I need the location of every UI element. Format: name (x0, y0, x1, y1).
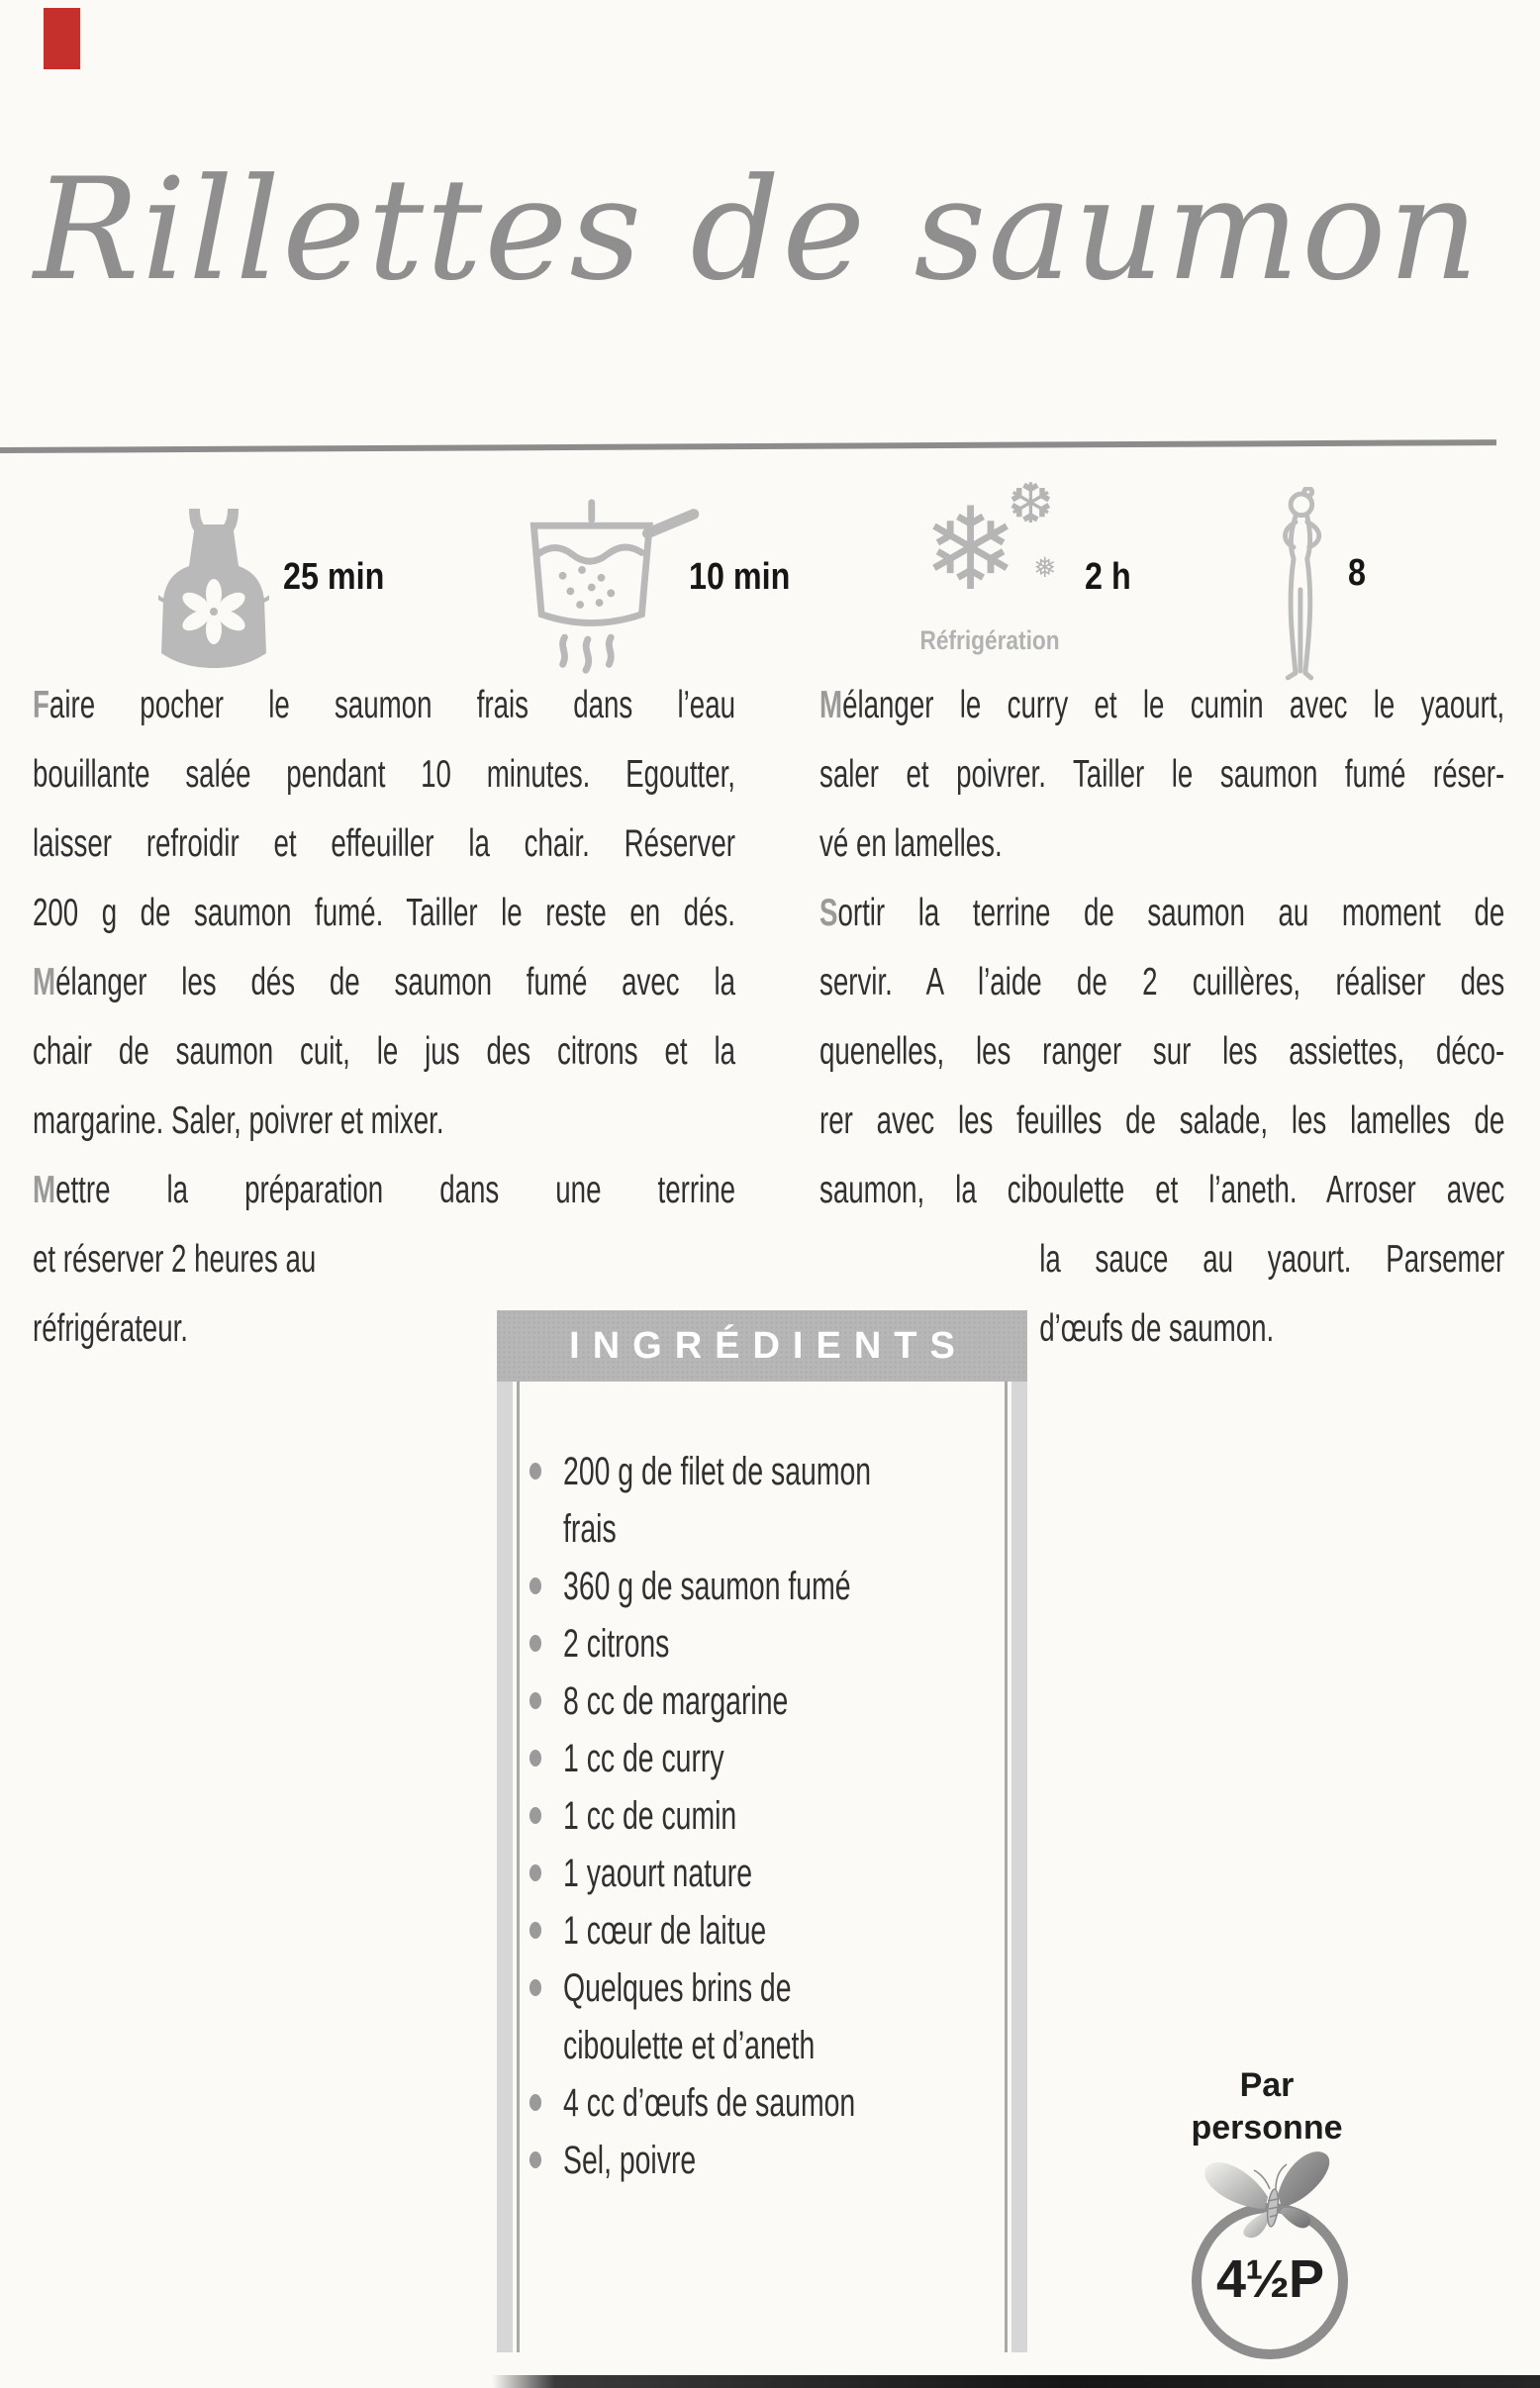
instruction-line: vé en lamelles. (819, 822, 1003, 865)
ingredient-item: 200 g de filet de saumon (520, 1443, 1005, 1500)
instruction-line: laisser refroidir et effeuiller la chair. Réserver (33, 822, 735, 865)
ingredient-item: 2 citrons (520, 1615, 1005, 1672)
ingredient-item: 8 cc de margarine (520, 1672, 1005, 1730)
title-divider (0, 439, 1496, 453)
page-bottom-shadow (492, 2375, 1540, 2388)
instruction-line: bouillante salée pendant 10 minutes. Egoutter, (33, 753, 735, 796)
prep-time-label: 25 min (283, 556, 385, 598)
cook-time-label: 10 min (689, 556, 791, 598)
per-person-label: Par personne (1191, 2066, 1343, 2147)
servings-label: 8 (1348, 552, 1366, 594)
instruction-line: la sauce au yaourt. Parsemer (1039, 1238, 1505, 1281)
saucepan-icon (503, 495, 701, 683)
ingredient-item: Quelques brins de (520, 1959, 1005, 2017)
instruction-line: d’œufs de saumon. (1039, 1307, 1275, 1350)
instruction-line: Mélanger le curry et le cumin avec le yaourt, (819, 684, 1505, 726)
instruction-line: margarine. Saler, poivrer et mixer. (33, 1099, 444, 1142)
butterfly-icon (1193, 2136, 1341, 2245)
ingredient-item: ciboulette et d’aneth (563, 2024, 816, 2067)
instruction-line: Mélanger les dés de saumon fumé avec la (33, 961, 735, 1003)
recipe-page: Rillettes de saumon 25 min 10 min ❄ ❆ ❅ 2 h Réfrigération 8 Faire pocher le saumon frais dans l’eau bouillante salée pendant 10 minutes. Egoutter, laisser refroidir et effeuiller la chair. Réserver 200 g de saumon fumé. Tailler le reste en dés. Mélanger les dés de saumon fumé avec la chair de saumon cuit, le jus des citrons et la margarine. Saler, poivrer et mixer. Mettre la préparation dans une terrine et réserver 2 heures au réfrigérateur. Mélanger le curry et le cumin avec le yaourt, saler et poivrer. Tailler le saumon fumé réser- vé en lamelles. Sortir la terrine de saumon au moment de servir. A l’aide de 2 cuillères, réaliser des quenelles, les ranger sur les assiettes, déco- rer avec les feuilles de salade, les lamelles de saumon, la ciboulette et l’aneth. Arroser avec la sauce au yaourt. Parsemer d’œufs de saumon. INGRÉDIENTS 200 g de filet de saumon frais 360 g de saumon fumé 2 citrons 8 cc de margarine 1 cc de curry 1 cc de cumin 1 yaourt nature 1 cœur de laitue Quelques brins de ciboulette et d’aneth 4 cc d’œufs de saumon Sel, poivre Par personne 4½P (0, 0, 1540, 2388)
chill-time-label: 2 h (1085, 556, 1131, 598)
instruction-line: Faire pocher le saumon frais dans l’eau (33, 684, 735, 726)
ingredients-body (497, 1382, 1027, 2352)
ingredient-item: 1 cœur de laitue (520, 1902, 1005, 1959)
ingredient-item: Sel, poivre (520, 2132, 1005, 2189)
apron-icon (158, 505, 269, 678)
instructions-left-column (33, 671, 735, 1364)
instruction-line: quenelles, les ranger sur les assiettes, déco- (819, 1030, 1505, 1073)
page-title: Rillettes de saumon (34, 148, 1482, 312)
instruction-line: et réserver 2 heures au (33, 1238, 317, 1281)
red-print-mark (44, 8, 80, 69)
instruction-line: Mettre la préparation dans une terrine (33, 1169, 735, 1211)
refrigeration-label: Réfrigération (919, 625, 1060, 655)
person-icon (1253, 487, 1340, 690)
instruction-line: réfrigérateur. (33, 1307, 188, 1350)
drop-cap: F (33, 684, 49, 726)
ingredient-item: 1 cc de cumin (520, 1787, 1005, 1845)
drop-cap: M (33, 1169, 56, 1211)
points-value: 4½P (1215, 2249, 1324, 2309)
drop-cap: S (819, 892, 838, 934)
drop-cap: M (819, 684, 843, 726)
instruction-line: Sortir la terrine de saumon au moment de (819, 892, 1505, 934)
instruction-line: saler et poivrer. Tailler le saumon fumé réser- (819, 753, 1505, 796)
instructions-right-column (819, 671, 1512, 1364)
ingredients-box (497, 1310, 1027, 2352)
instruction-line: chair de saumon cuit, le jus des citrons et la (33, 1030, 735, 1073)
ingredients-list (520, 1443, 1005, 2189)
ingredient-item: 1 yaourt nature (520, 1845, 1005, 1902)
instruction-line: servir. A l’aide de 2 cuillères, réaliser des (819, 961, 1505, 1003)
ingredients-header: INGRÉDIENTS (497, 1310, 1027, 1382)
ingredient-item: frais (563, 1507, 617, 1551)
instruction-line: 200 g de saumon fumé. Tailler le reste en dés. (33, 892, 735, 934)
ingredient-item: 360 g de saumon fumé (520, 1558, 1005, 1615)
instruction-line: rer avec les feuilles de salade, les lamelles de (819, 1099, 1505, 1142)
instruction-line: saumon, la ciboulette et l’aneth. Arroser avec (819, 1169, 1505, 1211)
drop-cap: M (33, 961, 56, 1003)
ingredient-item: 4 cc d’œufs de saumon (520, 2074, 1005, 2132)
ingredient-item: 1 cc de curry (520, 1730, 1005, 1787)
